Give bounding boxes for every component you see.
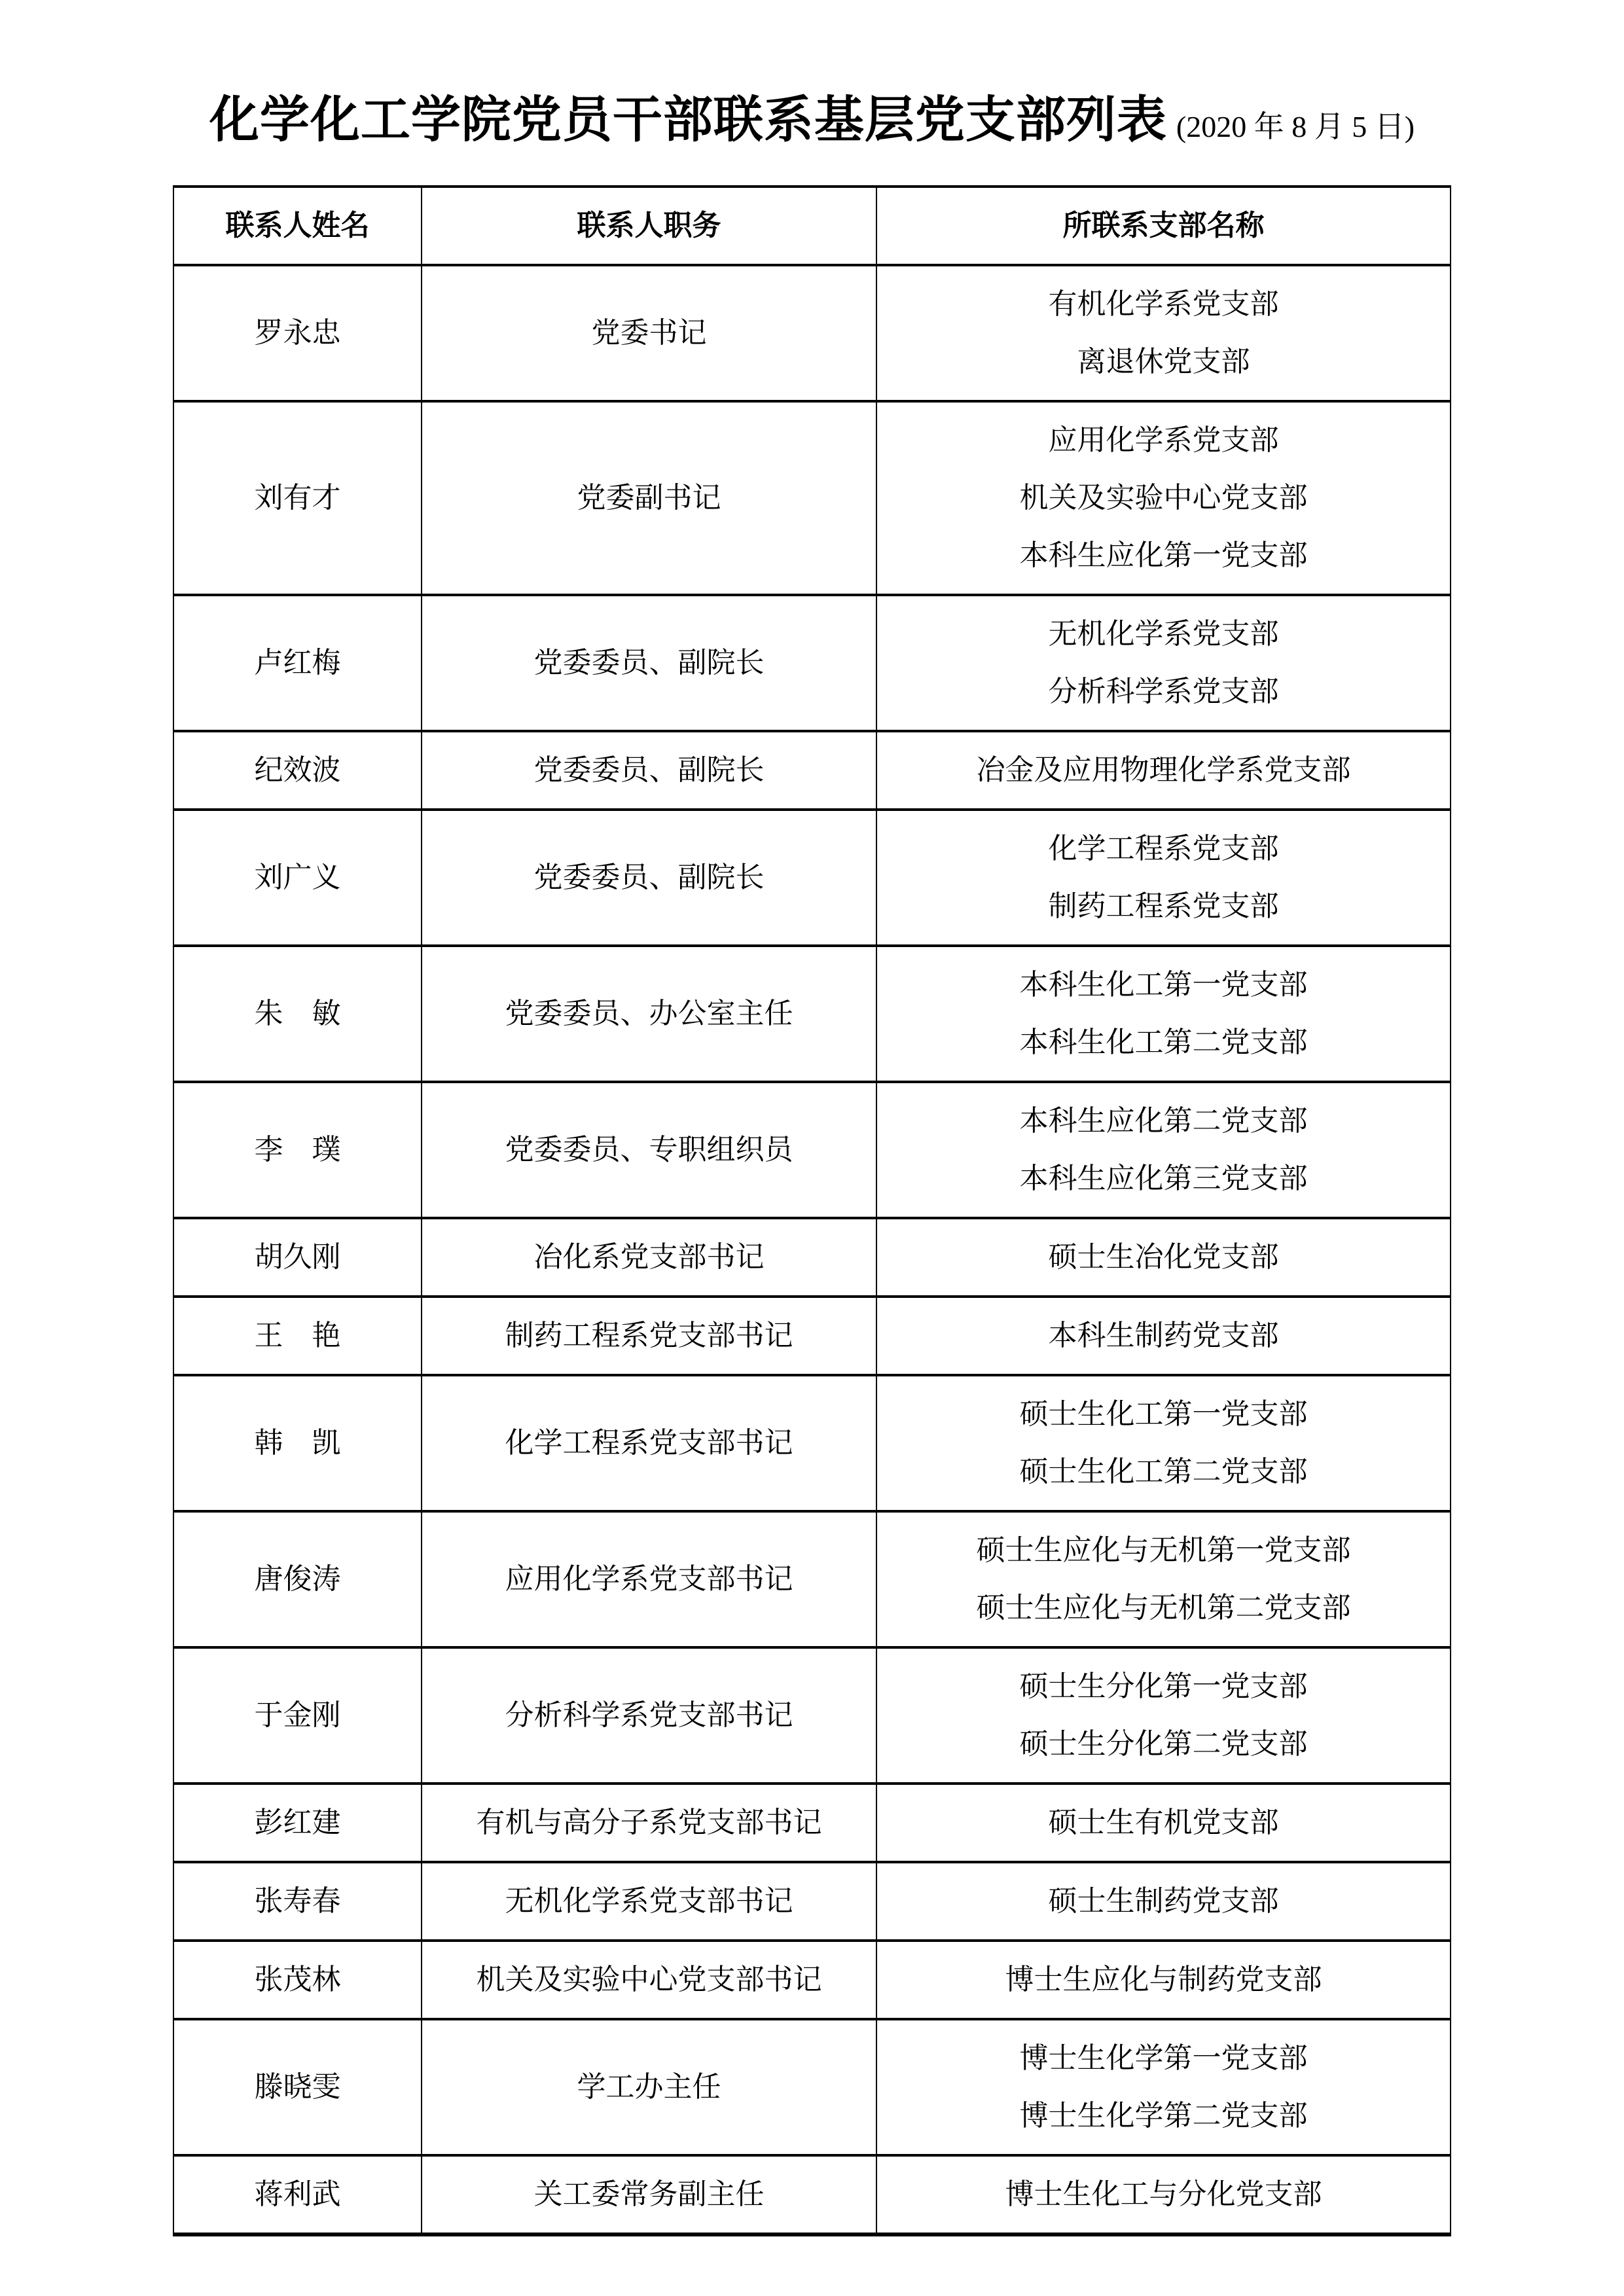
contact-position-cell: 分析科学系党支部书记 (422, 1647, 876, 1784)
contact-position-cell: 党委委员、专职组织员 (422, 1082, 876, 1218)
branch-name: 机关及实验中心党支部 (1019, 482, 1308, 514)
table-body (173, 265, 1451, 2234)
contact-name-cell: 王 艳 (173, 1297, 422, 1375)
branch-name: 硕士生化工第二党支部 (1019, 1456, 1308, 1488)
column-header-contact-name: 联系人姓名 (173, 187, 422, 265)
contact-position-cell: 冶化系党支部书记 (422, 1218, 876, 1297)
contact-position-cell: 党委委员、副院长 (422, 731, 876, 810)
branch-name: 硕士生制药党支部 (1048, 1885, 1279, 1917)
branches-cell (876, 595, 1451, 731)
branches-cell (876, 265, 1451, 401)
contact-position-cell: 党委委员、副院长 (422, 810, 876, 946)
table-head (173, 187, 1451, 265)
branch-name: 硕士生化工第一党支部 (1019, 1398, 1308, 1430)
contact-name-cell: 张寿春 (173, 1862, 422, 1941)
contact-name-cell: 罗永忠 (173, 265, 422, 401)
contact-position-cell: 机关及实验中心党支部书记 (422, 1941, 876, 2019)
page-title-main: 化学化工学院党员干部联系基层党支部列表 (209, 93, 1167, 148)
branch-name: 硕士生应化与无机第二党支部 (976, 1592, 1351, 1624)
contact-position-cell: 党委副书记 (422, 401, 876, 595)
table-row (173, 1784, 1451, 1862)
table-row (173, 1511, 1451, 1647)
branch-name: 无机化学系党支部 (1048, 618, 1279, 650)
branches-cell (876, 1297, 1451, 1375)
branch-name: 分析科学系党支部 (1048, 675, 1279, 708)
table-row (173, 2019, 1451, 2155)
branch-name: 制药工程系党支部 (1048, 890, 1279, 922)
branch-name: 离退休党支部 (1077, 346, 1250, 378)
table-row (173, 1647, 1451, 1784)
table-row (173, 1862, 1451, 1941)
branch-name: 本科生化工第一党支部 (1019, 969, 1308, 1001)
contact-position-cell: 有机与高分子系党支部书记 (422, 1784, 876, 1862)
branches-cell (876, 1218, 1451, 1297)
column-header-contact-position: 联系人职务 (422, 187, 876, 265)
branch-name: 硕士生冶化党支部 (1048, 1241, 1279, 1273)
branches-cell (876, 1082, 1451, 1218)
branches-cell (876, 946, 1451, 1082)
branch-name: 博士生应化与制药党支部 (1005, 1964, 1322, 1996)
contact-position-cell: 制药工程系党支部书记 (422, 1297, 876, 1375)
contact-name-cell: 韩 凯 (173, 1375, 422, 1511)
table-row (173, 2155, 1451, 2234)
table-row (173, 731, 1451, 810)
contact-name-cell: 胡久刚 (173, 1218, 422, 1297)
contact-name-cell: 刘广义 (173, 810, 422, 946)
contact-name-cell: 朱 敏 (173, 946, 422, 1082)
branch-name: 博士生化学第二党支部 (1019, 2100, 1308, 2132)
table-row (173, 1297, 1451, 1375)
branch-name: 冶金及应用物理化学系党支部 (976, 754, 1351, 786)
contact-name-cell: 于金刚 (173, 1647, 422, 1784)
branch-name: 硕士生分化第二党支部 (1019, 1728, 1308, 1760)
branches-cell (876, 1862, 1451, 1941)
contact-name-cell: 蒋利武 (173, 2155, 422, 2234)
page-title (0, 0, 1624, 151)
branches-cell (876, 1511, 1451, 1647)
contact-name-cell: 唐俊涛 (173, 1511, 422, 1647)
branches-cell (876, 731, 1451, 810)
table-row (173, 1375, 1451, 1511)
table-row (173, 401, 1451, 595)
branches-cell (876, 1784, 1451, 1862)
contact-name-cell: 滕晓雯 (173, 2019, 422, 2155)
branches-cell (876, 1941, 1451, 2019)
contact-position-cell: 党委委员、副院长 (422, 595, 876, 731)
branch-name: 本科生应化第三党支部 (1019, 1162, 1308, 1194)
table-row (173, 1941, 1451, 2019)
table-row (173, 1082, 1451, 1218)
branch-name: 硕士生有机党支部 (1048, 1806, 1279, 1839)
header-row (173, 187, 1451, 265)
branch-name: 本科生应化第二党支部 (1019, 1105, 1308, 1137)
contact-position-cell: 应用化学系党支部书记 (422, 1511, 876, 1647)
contact-name-cell: 彭红建 (173, 1784, 422, 1862)
branch-name: 应用化学系党支部 (1048, 424, 1279, 456)
table-row (173, 265, 1451, 401)
branch-name: 本科生制药党支部 (1048, 1319, 1279, 1352)
table-row (173, 946, 1451, 1082)
branch-name: 博士生化工与分化党支部 (1005, 2178, 1322, 2210)
contact-position-cell: 学工办主任 (422, 2019, 876, 2155)
contact-name-cell: 刘有才 (173, 401, 422, 595)
branches-cell (876, 810, 1451, 946)
contact-name-cell: 张茂林 (173, 1941, 422, 2019)
table-row (173, 595, 1451, 731)
table-row (173, 810, 1451, 946)
branches-cell (876, 401, 1451, 595)
branch-name: 有机化学系党支部 (1048, 288, 1279, 320)
contact-position-cell: 关工委常务副主任 (422, 2155, 876, 2234)
contact-position-cell: 党委委员、办公室主任 (422, 946, 876, 1082)
table-row (173, 1218, 1451, 1297)
contact-table (173, 185, 1451, 2236)
branches-cell (876, 1375, 1451, 1511)
branch-name: 本科生化工第二党支部 (1019, 1026, 1308, 1058)
branches-cell (876, 1647, 1451, 1784)
contact-name-cell: 李 璞 (173, 1082, 422, 1218)
contact-name-cell: 卢红梅 (173, 595, 422, 731)
branch-name: 硕士生分化第一党支部 (1019, 1670, 1308, 1702)
contact-position-cell: 无机化学系党支部书记 (422, 1862, 876, 1941)
contact-name-cell: 纪效波 (173, 731, 422, 810)
contact-position-cell: 党委书记 (422, 265, 876, 401)
branches-cell (876, 2019, 1451, 2155)
branch-name: 化学工程系党支部 (1048, 833, 1279, 865)
contact-position-cell: 化学工程系党支部书记 (422, 1375, 876, 1511)
column-header-branch-name: 所联系支部名称 (876, 187, 1451, 265)
branch-name: 本科生应化第一党支部 (1019, 539, 1308, 571)
branch-name: 博士生化学第一党支部 (1019, 2042, 1308, 2074)
branches-cell (876, 2155, 1451, 2234)
branch-name: 硕士生应化与无机第一党支部 (976, 1534, 1351, 1566)
page-title-date: (2020 年 8 月 5 日) (1176, 110, 1415, 143)
